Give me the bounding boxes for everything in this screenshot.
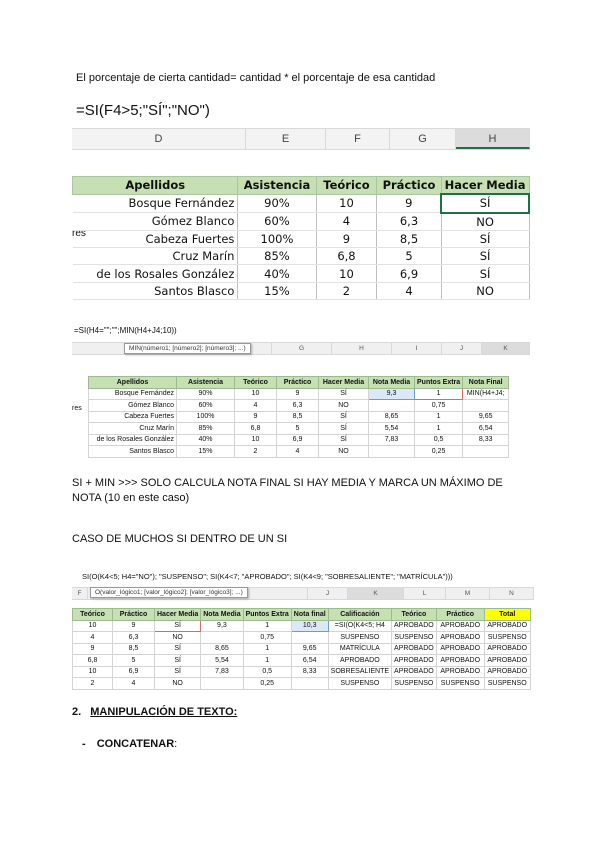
- cell[interactable]: 5,54: [201, 655, 243, 667]
- table-header-row: [73, 609, 531, 621]
- column-header-selected[interactable]: K: [482, 343, 530, 354]
- cell[interactable]: APROBADO: [436, 666, 484, 678]
- cell[interactable]: 6,54: [291, 655, 328, 667]
- cell[interactable]: [369, 446, 415, 458]
- cell[interactable]: Santos Blasco: [89, 446, 177, 458]
- cell[interactable]: [291, 632, 328, 644]
- cell[interactable]: 0,5: [415, 434, 463, 446]
- bullet-suffix: :: [174, 738, 178, 750]
- spreadsheet-2: [72, 320, 530, 460]
- cell[interactable]: 0,25: [415, 446, 463, 458]
- cell[interactable]: 6,8: [235, 423, 277, 435]
- table-row: [73, 655, 531, 667]
- header-cell[interactable]: Calificación: [328, 609, 391, 621]
- cell[interactable]: 100%: [238, 230, 316, 247]
- cell[interactable]: APROBADO: [392, 643, 437, 655]
- header-cell[interactable]: Hacer Media: [319, 377, 369, 389]
- cell[interactable]: SÍ: [441, 230, 529, 247]
- table-row: [89, 388, 509, 400]
- grades-table-3: [72, 608, 531, 690]
- cell[interactable]: 0,75: [415, 400, 463, 412]
- header-cell[interactable]: Hacer Media: [155, 609, 201, 621]
- cell[interactable]: 40%: [238, 265, 316, 282]
- cell[interactable]: SUSPENSO: [392, 678, 437, 690]
- cell[interactable]: APROBADO: [484, 643, 530, 655]
- cell[interactable]: 9: [73, 643, 113, 655]
- column-header[interactable]: E: [246, 129, 326, 149]
- cell[interactable]: APROBADO: [392, 655, 437, 667]
- cell[interactable]: 8,65: [201, 643, 243, 655]
- cell[interactable]: APROBADO: [436, 655, 484, 667]
- cell[interactable]: APROBADO: [392, 666, 437, 678]
- header-cell[interactable]: Teórico: [392, 609, 437, 621]
- cell[interactable]: Cruz Marín: [89, 423, 177, 435]
- cell[interactable]: de los Rosales González: [73, 265, 238, 282]
- header-cell[interactable]: Total: [484, 609, 530, 621]
- cell[interactable]: 90%: [238, 194, 316, 212]
- column-header[interactable]: G: [272, 343, 332, 354]
- table-row: [73, 194, 530, 212]
- grades-table: [72, 176, 530, 300]
- column-header[interactable]: F: [72, 588, 88, 599]
- cell[interactable]: SÍ: [319, 388, 369, 400]
- cell[interactable]: 4: [316, 213, 377, 231]
- cell[interactable]: de los Rosales González: [89, 434, 177, 446]
- section-heading: [72, 706, 237, 718]
- column-header-row: [72, 128, 530, 150]
- si-min-explanation: SI + MIN >>> SOLO CALCULA NOTA FINAL SI HAY MEDIA Y MARCA UN MÁXIMO DE NOTA (10 en este caso): [72, 477, 503, 504]
- cell[interactable]: 6,3: [277, 400, 319, 412]
- cell[interactable]: 9: [277, 388, 319, 400]
- cell[interactable]: Bosque Fernández: [73, 194, 238, 212]
- cell[interactable]: 40%: [177, 434, 235, 446]
- column-header[interactable]: D: [72, 129, 246, 149]
- intro-text: El porcentaje de cierta cantidad= cantidad * el porcentaje de esa cantidad: [76, 72, 436, 84]
- cell[interactable]: 7,83: [369, 434, 415, 446]
- cell[interactable]: =SI(O(K4<5; H4: [328, 620, 391, 632]
- cell[interactable]: SUSPENSO: [484, 678, 530, 690]
- cell[interactable]: SÍ: [319, 411, 369, 423]
- header-cell[interactable]: Práctico: [113, 609, 155, 621]
- cell[interactable]: 4: [113, 678, 155, 690]
- cell[interactable]: 9: [113, 620, 155, 632]
- cell[interactable]: 1: [243, 655, 291, 667]
- cell[interactable]: 6,3: [113, 632, 155, 644]
- cell[interactable]: APROBADO: [484, 620, 530, 632]
- cell[interactable]: 8,65: [369, 411, 415, 423]
- cell[interactable]: 6,3: [377, 213, 441, 231]
- cell[interactable]: NO: [319, 446, 369, 458]
- cell[interactable]: [291, 678, 328, 690]
- row-cut-label: res: [72, 228, 86, 239]
- header-cell[interactable]: Teórico: [235, 377, 277, 389]
- cell[interactable]: SÍ: [441, 194, 529, 212]
- cell[interactable]: 10,3: [291, 620, 328, 632]
- cell[interactable]: 10: [73, 620, 113, 632]
- cell[interactable]: 1: [415, 388, 463, 400]
- cell[interactable]: 1: [243, 643, 291, 655]
- table-row: [89, 400, 509, 412]
- cell[interactable]: 0,25: [243, 678, 291, 690]
- header-cell[interactable]: Práctico: [377, 177, 441, 195]
- table-row: [89, 411, 509, 423]
- cell[interactable]: APROBADO: [392, 620, 437, 632]
- cell[interactable]: 2: [235, 446, 277, 458]
- cell[interactable]: 9,65: [291, 643, 328, 655]
- cell[interactable]: [463, 400, 509, 412]
- cell[interactable]: 90%: [177, 388, 235, 400]
- cell[interactable]: 4: [277, 446, 319, 458]
- cell[interactable]: APROBADO: [436, 632, 484, 644]
- cell[interactable]: SUSPENSO: [392, 632, 437, 644]
- cell[interactable]: APROBADO: [484, 666, 530, 678]
- cell[interactable]: 10: [235, 434, 277, 446]
- cell[interactable]: 6,9: [377, 265, 441, 282]
- header-cell[interactable]: Asistencia: [177, 377, 235, 389]
- cell[interactable]: SÍ: [155, 643, 201, 655]
- cell[interactable]: 9,65: [463, 411, 509, 423]
- table-row: [73, 213, 530, 231]
- cell[interactable]: SÍ: [441, 265, 529, 282]
- cell[interactable]: 5: [113, 655, 155, 667]
- cell[interactable]: 5: [377, 248, 441, 265]
- function-tooltip: O(valor_lógico1; [valor_lógico2]; [valor_lógico3]; ...): [90, 587, 248, 598]
- cell[interactable]: 1: [243, 620, 291, 632]
- column-header[interactable]: N: [490, 588, 534, 599]
- cell[interactable]: [201, 678, 243, 690]
- cell[interactable]: 6,9: [113, 666, 155, 678]
- cell[interactable]: NO: [441, 282, 529, 299]
- nested-si-heading: CASO DE MUCHOS SI DENTRO DE UN SI: [72, 533, 288, 545]
- cell[interactable]: 60%: [177, 400, 235, 412]
- cell[interactable]: 9,3: [201, 620, 243, 632]
- column-header[interactable]: H: [332, 343, 392, 354]
- table-row: [73, 265, 530, 282]
- section-number: 2.: [72, 706, 82, 718]
- cell[interactable]: 2: [73, 678, 113, 690]
- header-cell[interactable]: Asistencia: [238, 177, 316, 195]
- header-cell[interactable]: Puntos Extra: [415, 377, 463, 389]
- cell[interactable]: 10: [235, 388, 277, 400]
- cell[interactable]: 10: [316, 265, 377, 282]
- table-row: [73, 282, 530, 299]
- spreadsheet-1: [72, 92, 530, 302]
- cell[interactable]: Cabeza Fuertes: [73, 230, 238, 247]
- table-row: [73, 678, 531, 690]
- cell[interactable]: 6,9: [277, 434, 319, 446]
- cell[interactable]: 85%: [238, 248, 316, 265]
- column-header[interactable]: G: [390, 129, 456, 149]
- column-header-selected[interactable]: K: [348, 588, 404, 599]
- cell[interactable]: 6,8: [73, 655, 113, 667]
- cell[interactable]: 4: [235, 400, 277, 412]
- cell[interactable]: 8,33: [291, 666, 328, 678]
- header-cell[interactable]: Apellidos: [89, 377, 177, 389]
- bullet-dash: -: [82, 738, 86, 750]
- table-row: [89, 423, 509, 435]
- cell[interactable]: SUSPENSO: [436, 678, 484, 690]
- table-row: [73, 248, 530, 265]
- table-row: [73, 632, 531, 644]
- cell[interactable]: 10: [316, 194, 377, 212]
- cell[interactable]: SÍ: [319, 423, 369, 435]
- cell[interactable]: 0,75: [243, 632, 291, 644]
- column-header[interactable]: J: [308, 588, 348, 599]
- cell[interactable]: 10: [73, 666, 113, 678]
- cell[interactable]: SÍ: [319, 434, 369, 446]
- function-tooltip: MIN(número1; [número2]; [número3]; ...): [124, 343, 251, 354]
- cell[interactable]: MIN(H4+J4;: [463, 388, 509, 400]
- cell[interactable]: 2: [316, 282, 377, 299]
- cell[interactable]: SÍ: [441, 248, 529, 265]
- cell[interactable]: 1: [415, 423, 463, 435]
- table-row: [89, 434, 509, 446]
- cell[interactable]: 8,5: [113, 643, 155, 655]
- cell[interactable]: APROBADO: [328, 655, 391, 667]
- row-cut-label: res: [72, 405, 82, 412]
- table-row: [73, 643, 531, 655]
- cell[interactable]: 7,83: [201, 666, 243, 678]
- table-row: [73, 666, 531, 678]
- cell[interactable]: NO: [441, 213, 529, 231]
- table-row: [89, 446, 509, 458]
- cell[interactable]: 60%: [238, 213, 316, 231]
- cell[interactable]: 15%: [238, 282, 316, 299]
- header-cell[interactable]: Teórico: [73, 609, 113, 621]
- cell[interactable]: 6,54: [463, 423, 509, 435]
- header-cell[interactable]: Nota Final: [463, 377, 509, 389]
- cell[interactable]: 15%: [177, 446, 235, 458]
- table-row: [73, 620, 531, 632]
- cell[interactable]: 100%: [177, 411, 235, 423]
- cell[interactable]: [201, 632, 243, 644]
- cell[interactable]: NO: [155, 678, 201, 690]
- cell[interactable]: 9: [235, 411, 277, 423]
- cell[interactable]: Cabeza Fuertes: [89, 411, 177, 423]
- header-cell[interactable]: Teórico: [316, 177, 377, 195]
- column-header-selected[interactable]: H: [456, 129, 530, 149]
- cell[interactable]: SÍ: [155, 655, 201, 667]
- cell[interactable]: 4: [73, 632, 113, 644]
- cell[interactable]: NO: [155, 632, 201, 644]
- cell[interactable]: 9: [377, 194, 441, 212]
- cell[interactable]: SÍ: [155, 620, 201, 632]
- cell[interactable]: APROBADO: [436, 643, 484, 655]
- spreadsheet-3: [72, 568, 534, 687]
- section-title: MANIPULACIÓN DE TEXTO:: [90, 706, 238, 718]
- cell[interactable]: MATRÍCULA: [328, 643, 391, 655]
- cell[interactable]: 8,5: [277, 411, 319, 423]
- column-header[interactable]: M: [446, 588, 490, 599]
- cell[interactable]: Bosque Fernández: [89, 388, 177, 400]
- header-cell[interactable]: Nota Media: [201, 609, 243, 621]
- cell[interactable]: 0,5: [243, 666, 291, 678]
- header-cell[interactable]: Apellidos: [73, 177, 238, 195]
- bullet-label: CONCATENAR: [96, 738, 175, 750]
- cell[interactable]: Cruz Marín: [73, 248, 238, 265]
- cell[interactable]: [369, 400, 415, 412]
- grades-table-2: [88, 376, 509, 458]
- column-header[interactable]: F: [326, 129, 390, 149]
- table-row: [73, 230, 530, 247]
- cell[interactable]: SÍ: [155, 666, 201, 678]
- cell[interactable]: Santos Blasco: [73, 282, 238, 299]
- cell[interactable]: 5: [277, 423, 319, 435]
- column-header[interactable]: L: [404, 588, 446, 599]
- cell[interactable]: 9,3: [369, 388, 415, 400]
- header-cell[interactable]: Práctico: [436, 609, 484, 621]
- cell[interactable]: APROBADO: [436, 620, 484, 632]
- cell[interactable]: 6,8: [316, 248, 377, 265]
- cell[interactable]: 9: [316, 230, 377, 247]
- cell[interactable]: SUSPENSO: [328, 678, 391, 690]
- cell[interactable]: NO: [319, 400, 369, 412]
- header-cell[interactable]: Hacer Media: [441, 177, 529, 195]
- header-cell[interactable]: Práctico: [277, 377, 319, 389]
- formula-bar[interactable]: =SI(F4>5;"SÍ";"NO"): [76, 102, 210, 119]
- header-cell[interactable]: Nota final: [291, 609, 328, 621]
- cell[interactable]: 85%: [177, 423, 235, 435]
- cell[interactable]: SUSPENSO: [328, 632, 391, 644]
- formula-bar[interactable]: =SI(H4="";"";MIN(H4+J4;10)): [74, 326, 177, 335]
- cell[interactable]: [463, 446, 509, 458]
- header-cell[interactable]: Puntos Extra: [243, 609, 291, 621]
- cell[interactable]: 1: [415, 411, 463, 423]
- formula-bar[interactable]: SI(O(K4<5; H4="NO"); "SUSPENSO"; SI(K4<7; "APROBADO"; SI(K4<9; "SOBRESALIENTE"; "MATRÍCULA"))): [82, 572, 453, 581]
- cell[interactable]: APROBADO: [484, 655, 530, 667]
- cell[interactable]: SOBRESALIENTE: [328, 666, 391, 678]
- header-cell[interactable]: Nota Media: [369, 377, 415, 389]
- cell[interactable]: Gómez Blanco: [89, 400, 177, 412]
- cell[interactable]: 8,5: [377, 230, 441, 247]
- cell[interactable]: Gómez Blanco: [73, 213, 238, 231]
- cell[interactable]: SUSPENSO: [484, 632, 530, 644]
- cell[interactable]: 5,54: [369, 423, 415, 435]
- table-header-row: [73, 177, 530, 195]
- column-header[interactable]: I: [392, 343, 442, 354]
- cell[interactable]: 4: [377, 282, 441, 299]
- column-header[interactable]: J: [442, 343, 482, 354]
- cell[interactable]: 8,33: [463, 434, 509, 446]
- bullet-concatenar: [82, 738, 177, 750]
- table-header-row: [89, 377, 509, 389]
